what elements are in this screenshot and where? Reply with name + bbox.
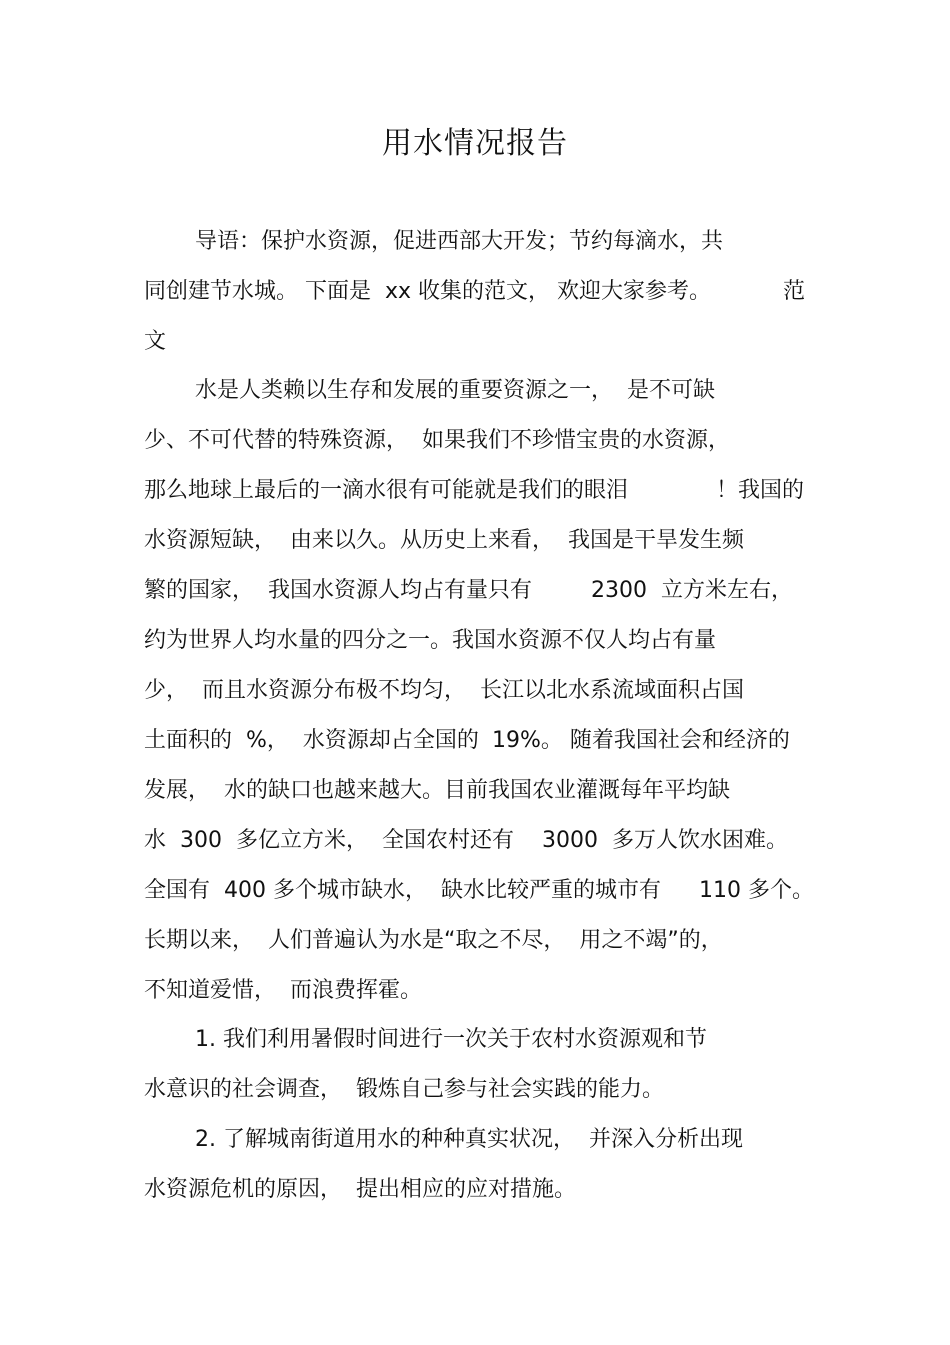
text-line: 范 (783, 279, 806, 304)
text-line: 不知道爱惜， 而浪费挥霍。 (144, 978, 422, 1003)
text-line: 导语：保护水资源，促进西部大开发；节约每滴水，共 (195, 229, 724, 254)
text-line: 2300 立方米左右， (591, 578, 793, 603)
list-item: 1. 我们利用暑假时间进行一次关于农村水资源观和节 (195, 1027, 707, 1052)
text-line: 发展， 水的缺口也越来越大。目前我国农业灌溉每年平均缺 (144, 778, 730, 803)
text-line: 110 多个。 (699, 878, 814, 903)
text-line: 繁的国家， 我国水资源人均占有量只有 (144, 578, 532, 603)
text-line: ！我国的 (716, 478, 805, 503)
text-line: 长期以来， 人们普遍认为水是“取之不尽， 用之不竭”的， (144, 928, 723, 953)
text-line: 3000 多万人饮水困难。 (542, 828, 788, 853)
text-line: 水 300 多亿立方米， 全国农村还有 (144, 828, 514, 853)
text-line: 约为世界人均水量的四分之一。我国水资源不仅人均占有量 (144, 628, 717, 653)
text-line: 同创建节水城。 下面是 xx 收集的范文， 欢迎大家参考。 (144, 279, 712, 304)
list-item: 2. 了解城南街道用水的种种真实状况， 并深入分析出现 (195, 1127, 743, 1152)
text-line: 19%。 随着我国社会和经济的 (492, 728, 790, 753)
text-line: 那么地球上最后的一滴水很有可能就是我们的眼泪 (144, 478, 629, 503)
text-line: 水资源短缺， 由来以久。从历史上来看， 我国是干旱发生频 (144, 528, 744, 553)
text-line: 土面积的 %， 水资源却占全国的 (144, 728, 479, 753)
document-title: 用水情况报告 (382, 126, 568, 161)
list-item: 水资源危机的原因， 提出相应的应对措施。 (144, 1177, 576, 1202)
text-line: 全国有 400 多个城市缺水， 缺水比较严重的城市有 (144, 878, 661, 903)
text-line: 文 (144, 329, 167, 354)
text-line: 水是人类赖以生存和发展的重要资源之一， 是不可缺 (195, 378, 715, 403)
text-line: 少， 而且水资源分布极不均匀， 长江以北水系流域面积占国 (144, 678, 744, 703)
list-item: 水意识的社会调查， 锻炼自己参与社会实践的能力。 (144, 1077, 664, 1102)
text-line: 少、不可代替的特殊资源， 如果我们不珍惜宝贵的水资源， (144, 428, 730, 453)
